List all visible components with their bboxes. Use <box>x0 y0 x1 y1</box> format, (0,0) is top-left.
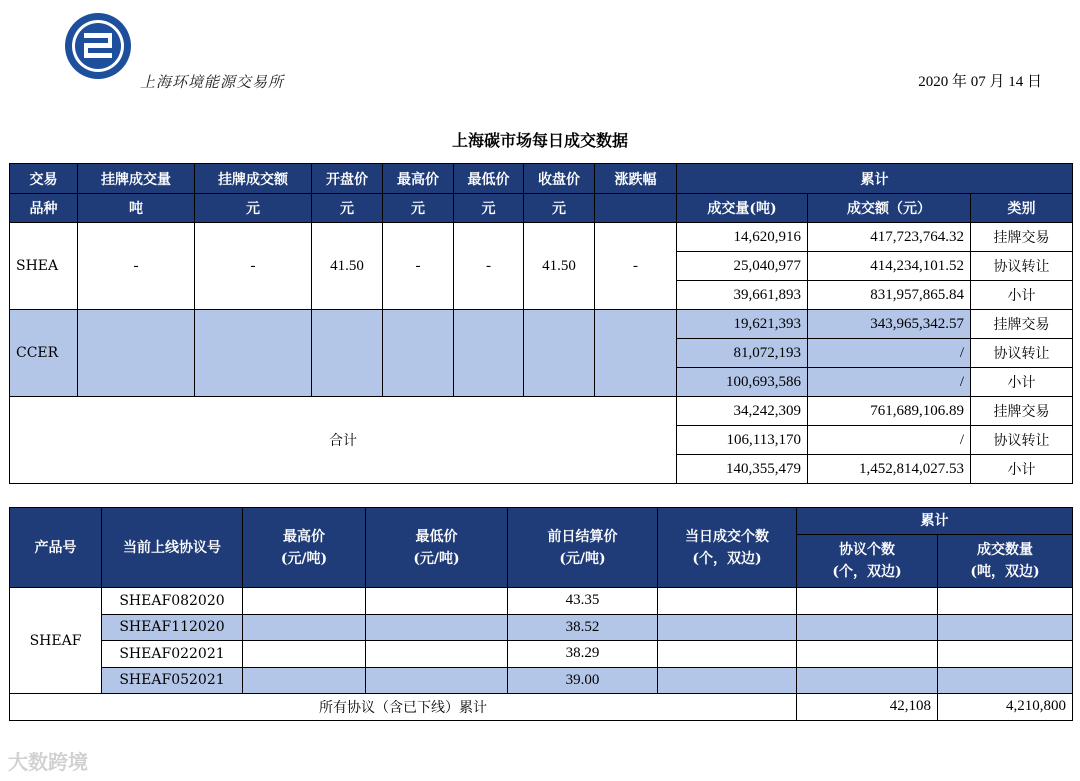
col-high-unit: (元/吨) <box>280 550 328 567</box>
high-price <box>243 588 366 615</box>
low-price: - <box>454 223 524 310</box>
cum-amount: 831,957,865.84 <box>808 281 971 310</box>
col-count-unit: (个，双边) <box>692 550 762 567</box>
col-cum-amount: 成交额（元） <box>808 194 971 223</box>
page-title: 上海碳市场每日成交数据 <box>451 131 628 150</box>
col-cum-qty-label: 成交数量 <box>977 542 1033 558</box>
col-listed-amount: 挂牌成交额 <box>195 164 312 194</box>
cum-amount: / <box>808 368 971 397</box>
org-name: 上海环境能源交易所 <box>140 73 285 91</box>
col-product-2: 品种 <box>10 194 78 223</box>
col-cum-count-unit: (个，双边) <box>832 564 902 580</box>
high-price <box>243 641 366 668</box>
cum-amount: / <box>808 339 971 368</box>
open-price <box>312 310 383 397</box>
settle-price: 38.29 <box>508 641 658 668</box>
table-row <box>10 397 1073 426</box>
low-price <box>366 641 508 668</box>
table-row <box>10 667 1073 694</box>
col-cumulative: 累计 <box>677 164 1073 194</box>
cum-type: 小计 <box>971 368 1073 397</box>
cum-type: 协议转让 <box>971 252 1073 281</box>
col-open: 开盘价 <box>312 164 383 194</box>
low-price <box>454 310 524 397</box>
product-code: SHEAF <box>10 588 102 694</box>
unit-open: 元 <box>312 194 383 223</box>
col-cum-volume: 成交量(吨) <box>677 194 808 223</box>
cum-count <box>797 641 938 668</box>
cum-count <box>797 588 938 615</box>
col-cum-type: 类别 <box>971 194 1073 223</box>
open-price: 41.50 <box>312 223 383 310</box>
daily-trading-table <box>9 163 1073 484</box>
report-date: 2020 年 07 月 14 日 <box>918 74 1042 90</box>
deal-count <box>658 641 797 668</box>
low-price <box>366 614 508 641</box>
table-row <box>10 614 1073 641</box>
col-contract: 当前上线协议号 <box>102 508 243 588</box>
forward-contract-table <box>9 507 1073 721</box>
col-cum-qty-unit: (吨，双边) <box>970 564 1040 580</box>
cum-amount: 343,965,342.57 <box>808 310 971 339</box>
cum-volume: 19,621,393 <box>677 310 808 339</box>
col-high <box>243 508 366 588</box>
contract-code: SHEAF082020 <box>102 588 243 615</box>
cum-qty <box>938 588 1073 615</box>
col-cum-count-label: 协议个数 <box>839 542 895 558</box>
deal-count <box>658 588 797 615</box>
watermark: 大数跨境 <box>8 750 88 774</box>
col-listed-volume: 挂牌成交量 <box>78 164 195 194</box>
header-row-1 <box>10 508 1073 535</box>
cum-count <box>797 667 938 694</box>
deal-count <box>658 614 797 641</box>
settle-price: 39.00 <box>508 667 658 694</box>
table-row <box>10 694 1073 721</box>
col-product: 交易 <box>10 164 78 194</box>
col-low-unit: (元/吨) <box>413 550 460 567</box>
header-row-1 <box>10 164 1073 194</box>
low-price <box>366 667 508 694</box>
high-price: - <box>383 223 454 310</box>
price-change: - <box>595 223 677 310</box>
col-settle-label: 前日结算价 <box>547 528 618 545</box>
unit-listed-volume: 吨 <box>78 194 195 223</box>
cum-type: 小计 <box>971 455 1073 484</box>
total-cum-qty: 4,210,800 <box>938 694 1073 721</box>
col-change: 涨跌幅 <box>595 164 677 194</box>
unit-listed-amount: 元 <box>195 194 312 223</box>
cum-qty <box>938 614 1073 641</box>
col-count <box>658 508 797 588</box>
contract-code: SHEAF022021 <box>102 641 243 668</box>
cum-amount: 761,689,106.89 <box>808 397 971 426</box>
forward-total-label: 所有协议（含已下线）累计 <box>10 694 797 721</box>
col-low-label: 最低价 <box>415 528 458 545</box>
close-price <box>524 310 595 397</box>
contract-code: SHEAF112020 <box>102 614 243 641</box>
cum-count <box>797 614 938 641</box>
low-price <box>366 588 508 615</box>
deal-count <box>658 667 797 694</box>
high-price <box>243 614 366 641</box>
cum-amount: 414,234,101.52 <box>808 252 971 281</box>
cum-type: 挂牌交易 <box>971 223 1073 252</box>
listed-volume: - <box>78 223 195 310</box>
cum-volume: 140,355,479 <box>677 455 808 484</box>
close-price: 41.50 <box>524 223 595 310</box>
col-count-label: 当日成交个数 <box>685 528 769 545</box>
col-high: 最高价 <box>383 164 454 194</box>
header-row-2 <box>10 194 1073 223</box>
settle-price: 38.52 <box>508 614 658 641</box>
unit-low: 元 <box>454 194 524 223</box>
table-row <box>10 310 1073 339</box>
high-price <box>243 667 366 694</box>
table-row <box>10 641 1073 668</box>
cum-volume: 106,113,170 <box>677 426 808 455</box>
total-cum-count: 42,108 <box>797 694 938 721</box>
unit-change <box>595 194 677 223</box>
settle-price: 43.35 <box>508 588 658 615</box>
cum-type: 挂牌交易 <box>971 310 1073 339</box>
cum-qty <box>938 641 1073 668</box>
cum-amount: 1,452,814,027.53 <box>808 455 971 484</box>
col-low: 最低价 <box>454 164 524 194</box>
col-cum-qty <box>938 535 1073 588</box>
total-label: 合计 <box>10 397 677 484</box>
col-low <box>366 508 508 588</box>
unit-high: 元 <box>383 194 454 223</box>
cum-volume: 14,620,916 <box>677 223 808 252</box>
col-settle-unit: (元/吨) <box>559 550 606 567</box>
cum-type: 协议转让 <box>971 339 1073 368</box>
col-settle <box>508 508 658 588</box>
col-product: 产品号 <box>10 508 102 588</box>
product-name: CCER <box>10 310 78 397</box>
listed-amount <box>195 310 312 397</box>
high-price <box>383 310 454 397</box>
exchange-logo <box>64 12 132 80</box>
cum-volume: 25,040,977 <box>677 252 808 281</box>
table-row <box>10 223 1073 252</box>
cum-amount: 417,723,764.32 <box>808 223 971 252</box>
cum-type: 小计 <box>971 281 1073 310</box>
cum-volume: 81,072,193 <box>677 339 808 368</box>
cum-type: 挂牌交易 <box>971 397 1073 426</box>
cum-volume: 100,693,586 <box>677 368 808 397</box>
cum-qty <box>938 667 1073 694</box>
col-cum-count <box>797 535 938 588</box>
listed-volume <box>78 310 195 397</box>
listed-amount: - <box>195 223 312 310</box>
col-cumulative: 累计 <box>797 508 1073 535</box>
table-row <box>10 588 1073 615</box>
col-close: 收盘价 <box>524 164 595 194</box>
cum-volume: 34,242,309 <box>677 397 808 426</box>
unit-close: 元 <box>524 194 595 223</box>
cum-amount: / <box>808 426 971 455</box>
contract-code: SHEAF052021 <box>102 667 243 694</box>
col-high-label: 最高价 <box>283 528 325 545</box>
cum-type: 协议转让 <box>971 426 1073 455</box>
product-name: SHEA <box>10 223 78 310</box>
price-change <box>595 310 677 397</box>
cum-volume: 39,661,893 <box>677 281 808 310</box>
